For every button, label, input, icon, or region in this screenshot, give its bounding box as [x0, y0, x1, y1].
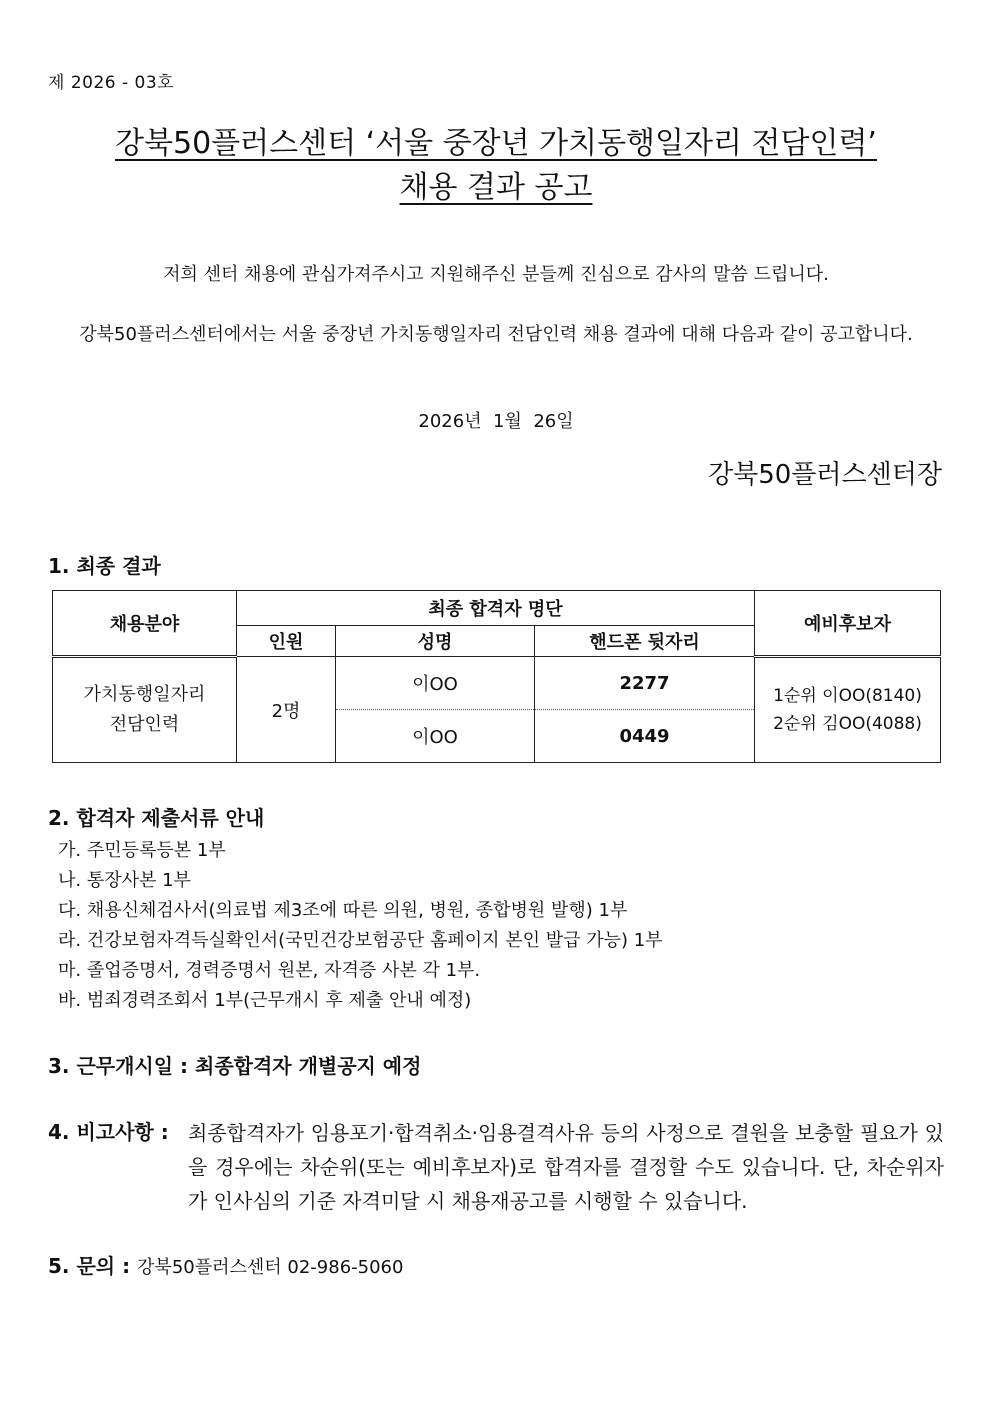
field-cell: [53, 657, 237, 763]
header-field: 채용분야: [53, 591, 237, 657]
document-list: [58, 836, 663, 1016]
table-row: [53, 657, 941, 710]
section-4-label: 4. 비고사항 :: [48, 1120, 169, 1144]
section-5: [48, 1250, 403, 1279]
header-phone: 핸드폰 뒷자리: [535, 626, 755, 657]
signature: 강북50플러스센터장: [707, 460, 942, 490]
header-final-list: 최종 합격자 명단: [237, 591, 755, 626]
reserve-cell: [755, 657, 941, 763]
field-line-1: 가치동행일자리: [83, 684, 206, 705]
header-reserve: 예비후보자: [755, 591, 941, 657]
field-line-2: 전담인력: [109, 714, 180, 735]
reserve-line-1: 1순위 이OO(8140): [773, 686, 922, 706]
result-table: [52, 590, 941, 763]
list-item: 마. 졸업증명서, 경력증명서 원본, 자격증 사본 각 1부.: [58, 960, 481, 981]
section-2-heading: 2. 합격자 제출서류 안내: [48, 806, 265, 830]
count-cell: 2명: [237, 657, 336, 763]
section-4-text: 최종합격자가 임용포기·합격취소·임용결격사유 등의 사정으로 결원을 보충할 필요가 있을 경우에는 차순위(또는 예비후보자)로 합격자를 결정할 수도 있습니다. 단, 차순위자가 인사심의 기준 자격미달 시 채용재공고를 시행할 수 있습니다.: [188, 1121, 944, 1213]
announcement-date: 2026년 1월 26일: [418, 411, 574, 432]
header-name: 성명: [336, 626, 535, 657]
title-line-1: 강북50플러스센터 ‘서울 중장년 가치동행일자리 전담인력’: [115, 126, 877, 161]
contact-info: 강북50플러스센터 02-986-5060: [137, 1257, 404, 1278]
section-3-heading: 3. 근무개시일 : 최종합격자 개별공지 예정: [48, 1054, 422, 1078]
list-item: 가. 주민등록등본 1부: [58, 840, 226, 861]
title-line-2: 채용 결과 공고: [399, 170, 593, 205]
header-count: 인원: [237, 626, 336, 657]
section-1-heading: 1. 최종 결과: [48, 554, 161, 578]
list-item: 바. 범죄경력조회서 1부(근무개시 후 제출 안내 예정): [58, 990, 472, 1011]
phone-cell: 2277: [535, 657, 755, 710]
name-cell: 이OO: [336, 657, 535, 710]
list-item: 나. 통장사본 1부: [58, 870, 191, 891]
document-number: 제 2026 - 03호: [48, 73, 175, 93]
intro-paragraph-1: 저희 센터 채용에 관심가져주시고 지원해주신 분들께 진심으로 감사의 말씀 드립니다.: [163, 264, 829, 285]
list-item: 라. 건강보험자격득실확인서(국민건강보험공단 홈페이지 본인 발급 가능) 1부: [58, 930, 663, 951]
intro-paragraph-2: 강북50플러스센터에서는 서울 중장년 가치동행일자리 전담인력 채용 결과에 대해 다음과 같이 공고합니다.: [79, 324, 913, 345]
reserve-line-2: 2순위 김OO(4088): [773, 714, 922, 734]
list-item: 다. 채용신체검사서(의료법 제3조에 따른 의원, 병원, 종합병원 발행) 1부: [58, 900, 628, 921]
name-cell: 이OO: [336, 710, 535, 763]
section-5-label: 5. 문의 :: [48, 1254, 131, 1278]
phone-cell: 0449: [535, 710, 755, 763]
